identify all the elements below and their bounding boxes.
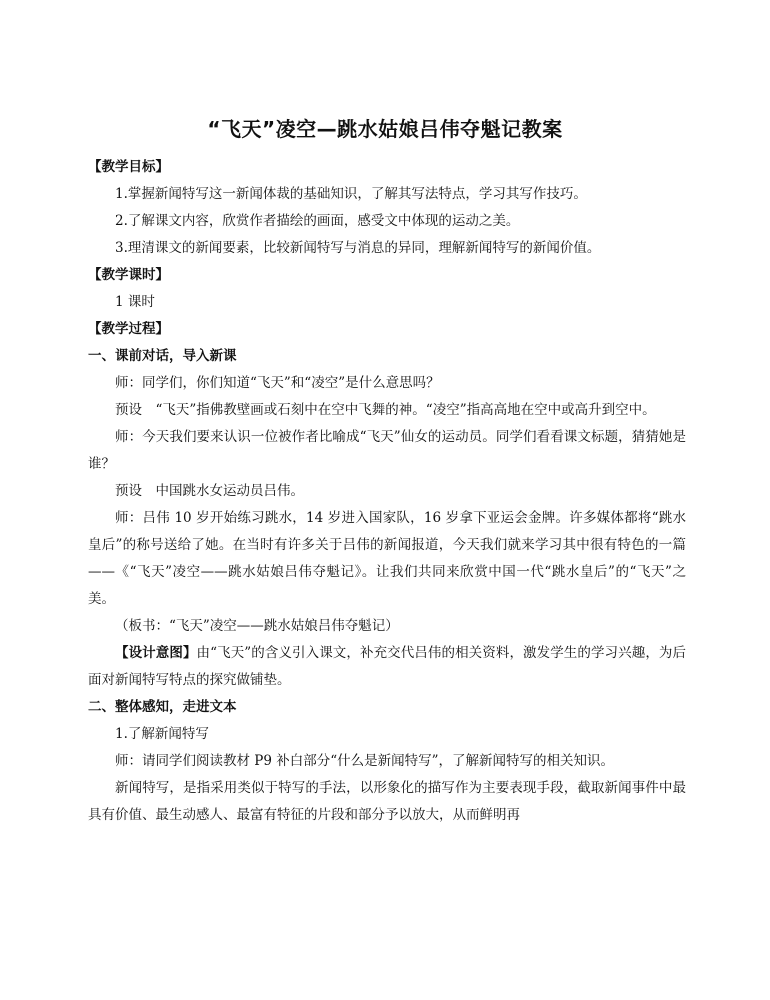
section-heading-process: 【教学过程】: [88, 321, 169, 337]
section-heading-goals: 【教学目标】: [88, 159, 169, 175]
part2-paragraph: 新闻特写，是指采用类似于特写的手法，以形象化的描写作为主要表现手段，截取新闻事件中最具有价值、最生动感人、最富有特征的片段和部分予以放大，从而鲜明再: [88, 780, 686, 823]
section-heading-hours: 【教学课时】: [88, 267, 169, 283]
part1-paragraph: 预设 中国跳水女运动员吕伟。: [115, 483, 304, 499]
goal-item: 3.理清课文的新闻要素，比较新闻特写与消息的异同，理解新闻特写的新闻价值。: [115, 240, 601, 256]
goal-item: 1.掌握新闻特写这一新闻体裁的基础知识，了解其写法特点，学习其写作技巧。: [115, 186, 587, 202]
part2-subheading: 1.了解新闻特写: [115, 726, 209, 742]
hours-text: 1 课时: [115, 294, 155, 310]
part1-paragraph: 师：同学们，你们知道“飞天”和“凌空”是什么意思吗？: [115, 375, 440, 391]
board-note: （板书：“飞天”凌空——跳水姑娘吕伟夺魁记）: [115, 618, 399, 634]
document-title: “飞天”凌空—跳水姑娘吕伟夺魁记教案: [207, 117, 563, 141]
part1-paragraph: 预设 “飞天”指佛教壁画或石刻中在空中飞舞的神。“凌空”指高高地在空中或高升到空中。: [115, 402, 656, 418]
part2-paragraph: 师：请同学们阅读教材 P9 补白部分“什么是新闻特写”，了解新闻特写的相关知识。: [115, 753, 615, 769]
part1-paragraph: 师：今天我们要来认识一位被作者比喻成“飞天”仙女的运动员。同学们看看课文标题，猜猜她是谁？: [88, 429, 686, 472]
part2-heading: 二、整体感知，走进文本: [88, 699, 237, 715]
design-intent-label: 【设计意图】: [115, 645, 197, 661]
part1-heading: 一、课前对话，导入新课: [88, 348, 237, 364]
design-intent-text: 由“飞天”的含义引入课文，补充交代吕伟的相关资料，激发学生的学习兴趣，为后面对新闻特写特点的探究做铺垫。: [88, 645, 686, 688]
part1-paragraph: 师：吕伟 10 岁开始练习跳水，14 岁进入国家队，16 岁拿下亚运会金牌。许多媒体都将“跳水皇后”的称号送给了她。在当时有许多关于吕伟的新闻报道，今天我们就来学习其中很有特色的一篇——《“飞天”凌空——跳水姑娘吕伟夺魁记》。让我们共同来欣赏中国一代“跳水皇后”的“飞天”之美。: [88, 510, 686, 607]
design-intent-paragraph: [88, 640, 686, 694]
document-body: [88, 154, 686, 829]
goal-item: 2.了解课文内容，欣赏作者描绘的画面，感受文中体现的运动之美。: [115, 213, 520, 229]
